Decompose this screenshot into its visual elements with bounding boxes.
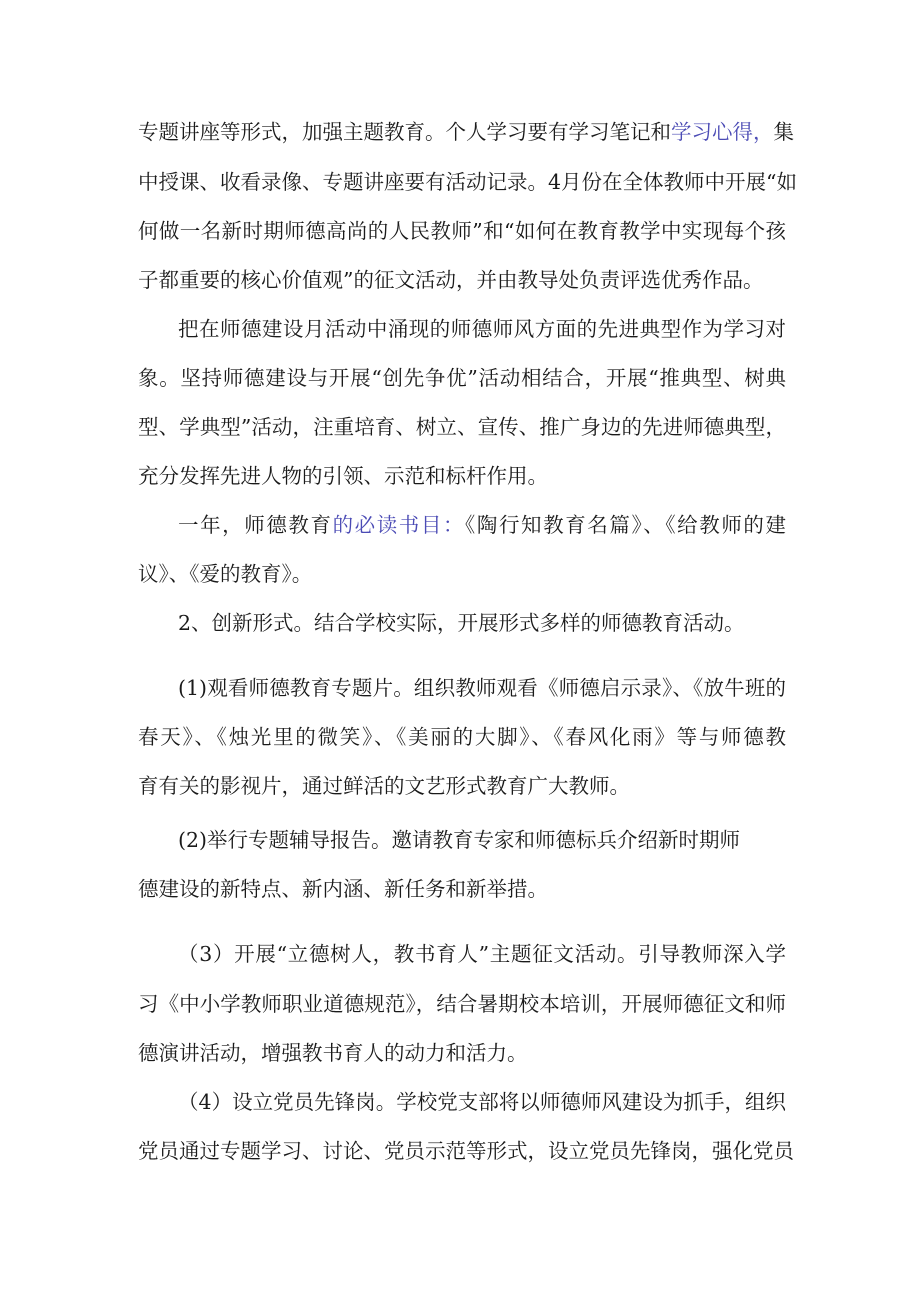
paragraph-8-line-2: 党员通过专题学习、讨论、党员示范等形式，设立党员先锋岗，强化党员 — [138, 1139, 794, 1163]
paragraph-5-line-2: 春天》、《烛光里的微笑》、《美丽的大脚》、《春风化雨》等与师德教 — [138, 725, 786, 749]
paragraph-7-line-2: 习《中小学教师职业道德规范》，结合暑期校本培训，开展师德征文和师 — [138, 992, 786, 1016]
paragraph-8-line-1: （4）设立党员先锋岗。学校党支部将以师德师风建设为抓手，组织 — [178, 1090, 786, 1114]
paragraph-2-line-4: 充分发挥先进人物的引领、示范和标杆作用。 — [138, 464, 548, 488]
paragraph-3-line-1: 一年，师德教育的必读书目：《陶行知教育名篇》、《给教师的建 — [178, 513, 787, 537]
paragraph-1-line-4: 子都重要的核心价值观”的征文活动，并由教导处负责评选优秀作品。 — [138, 268, 764, 292]
paragraph-3-line-2: 议》、《爱的教育》。 — [138, 562, 313, 586]
paragraph-7-line-1: （3）开展“立德树人，教书育人”主题征文活动。引导教师深入学 — [178, 942, 786, 966]
paragraph-4-line-1: 2、创新形式。结合学校实际，开展形式多样的师德教育活动。 — [178, 611, 745, 635]
required-reading-link[interactable]: 的必读书目： — [332, 513, 466, 537]
paragraph-5-line-3: 育有关的影视片，通过鲜活的文艺形式教育广大教师。 — [138, 774, 630, 798]
paragraph-2-line-2: 象。坚持师德建设与开展“创先争优”活动相结合，开展“推典型、树典 — [138, 366, 786, 390]
paragraph-6-line-2: 德建设的新特点、新内涵、新任务和新举措。 — [138, 877, 548, 901]
paragraph-1-line-3: 何做一名新时期师德高尚的人民教师”和“如何在教育教学中实现每个孩 — [138, 219, 786, 243]
paragraph-7-line-3: 德演讲活动，增强教书育人的动力和活力。 — [138, 1041, 528, 1065]
paragraph-1-line-2: 中授课、收看录像、专题讲座要有活动记录。4月份在全体教师中开展“如 — [138, 170, 798, 194]
paragraph-6-line-1: (2)举行专题辅导报告。邀请教育专家和师德标兵介绍新时期师 — [178, 828, 741, 852]
paragraph-5-line-1: (1)观看师德教育专题片。组织教师观看《师德启示录》、《放牛班的 — [178, 676, 786, 700]
study-notes-link[interactable]: 学习心得， — [671, 120, 774, 144]
paragraph-1-line-1: 专题讲座等形式，加强主题教育。个人学习要有学习笔记和学习心得，集 — [138, 120, 794, 144]
paragraph-2-line-1: 把在师德建设月活动中涌现的师德师风方面的先进典型作为学习对 — [178, 317, 786, 341]
paragraph-2-line-3: 型、学典型”活动，注重培育、树立、宣传、推广身边的先进师德典型， — [138, 415, 786, 439]
